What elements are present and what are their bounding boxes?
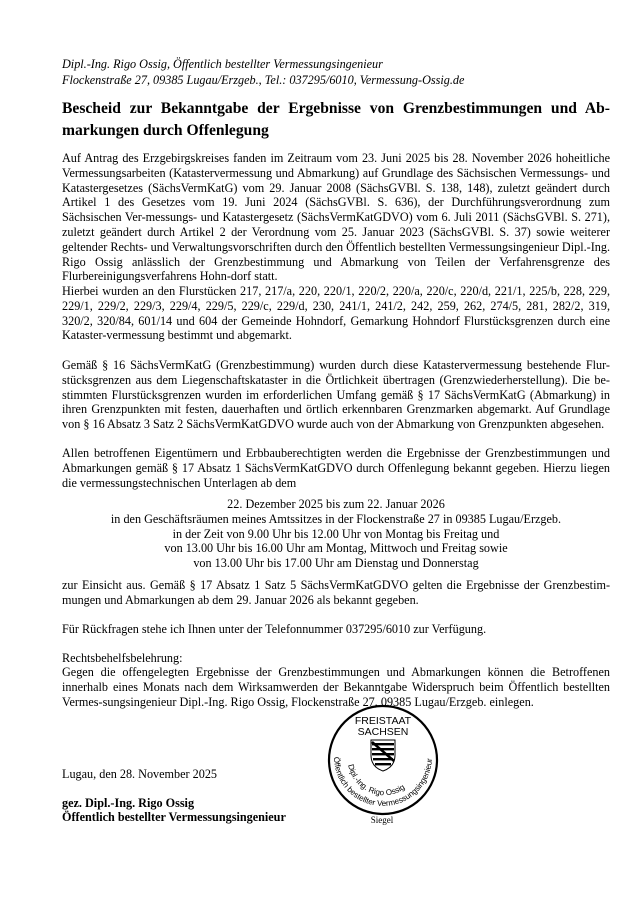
- schedule-line: von 13.00 Uhr bis 16.00 Uhr am Montag, Mittwoch und Freitag sowie: [164, 541, 508, 556]
- letterhead-line-1: Dipl.-Ing. Rigo Ossig, Öffentlich bestellter Vermessungsingenieur: [62, 57, 383, 71]
- official-seal-icon: [326, 703, 440, 817]
- coat-of-arms-icon: [371, 740, 395, 771]
- schedule-line: 22. Dezember 2025 bis zum 22. Januar 2026: [227, 497, 445, 511]
- seal-ring-inner-text: Dipl.-Ing. Rigo Ossig: [346, 763, 407, 798]
- signature-name: gez. Dipl.-Ing. Rigo Ossig: [62, 796, 195, 810]
- paragraph-inspection: zur Einsicht aus. Gemäß § 17 Absatz 1 Satz 5 SächsVermKatGDVO gelten die Ergebnisse der Grenzbestim-mungen und Abmarkungen ab dem 29. Januar 2026 als bekannt gegeben.: [62, 578, 610, 607]
- seal-label: Siegel: [370, 815, 394, 825]
- document-title: Bescheid zur Bekanntgabe der Ergebnisse von Grenzbestimmungen und Ab-markungen durch Offenlegung: [62, 100, 610, 139]
- letterhead-line-2: Flockenstraße 27, 09385 Lugau/Erzgeb., Tel.: 037295/6010, Vermessung-Ossig.de: [62, 73, 465, 87]
- place-date: Lugau, den 28. November 2025: [62, 767, 218, 781]
- signature-role: Öffentlich bestellter Vermessungsingenieur: [62, 810, 286, 824]
- paragraph-parcels: Hierbei wurden an den Flurstücken 217, 217/a, 220, 220/1, 220/2, 220/a, 220/c, 220/d, 221/1, 225/b, 228, 229, 229/1, 229/2, 229/3, 229/4, 229/5, 229/c, 229/d, 230, 241/1, 241/2, 242, 259, 262, 274/5, 281, 282/2, 319, 320/2, 320/84, 601/14 und 604 der Gemeinde Hohndorf, Gemarkung Hohndorf Flurstücksgrenzen durch eine Kataster-vermessung bestimmt und abgemarkt.: [62, 284, 610, 343]
- paragraph-disclosure: Allen betroffenen Eigentümern und Erbbauberechtigten werden die Ergebnisse der Grenzbestimmungen und Abmarkungen gemäß § 17 Absatz 1 SächsVermKatGDVO durch Offenlegung bekannt gegeben. Hierzu liegen die vermessungstechnischen Unterlagen ab dem: [62, 446, 610, 490]
- schedule-line: in der Zeit von 9.00 Uhr bis 12.00 Uhr von Montag bis Freitag und: [172, 526, 500, 541]
- legal-heading: Rechtsbehelfsbelehrung:: [62, 651, 183, 665]
- paragraph-intro: Auf Antrag des Erzgebirgskreises fanden im Zeitraum vom 23. Juni 2025 bis 28. November 2026 hoheitliche Vermessungsarbeiten (Katastervermessung und Abmarkung) auf Grundlage des Sächsischen Vermessungs- und Katastergesetzes (SächsVermKatG) vom 29. Januar 2008 (SächsGVBl. S. 138, 148), zuletzt geändert durch Artikel 1 des Gesetzes vom 19. Juni 2024 (SächsGVBl. S. 636), der Durchführungsverordnung zum Sächsischen Ver-messungs- und Katastergesetz (SächsVermKatGDVO) vom 6. Juli 2011 (SächsGVBl. S. 271), zuletzt geändert durch Artikel 2 der Verordnung vom 25. Januar 2023 (SächsGVBl. S. 37) sowie weiterer geltender Rechts- und Verwaltungsvorschriften durch den Öffentlich bestellten Vermessungsingenieur Dipl.-Ing. Rigo Ossig anlässlich der Grenzbestimmung und Abmarkung von Teilen der Verfahrensgrenze des Flurbereinigungsverfahrens Hohn-dorf statt.: [62, 151, 610, 284]
- legal-text: Gegen die offengelegten Ergebnisse der Grenzbestimmungen und Abmarkungen können die Betroffenen innerhalb eines Monats nach dem Wirksamwerden der Bekanntgabe Widerspruch beim Öffentlich bestellten Vermes-sungsingenieur Dipl.-Ing. Rigo Ossig, Flockenstraße 27, 09385 Lugau/Erzgeb. einlegen.: [62, 665, 610, 709]
- seal-text-sachsen: SACHSEN: [357, 726, 409, 738]
- seal-ring-outer-text: Öffentlich bestellter Vermessungsingenieur: [331, 756, 434, 809]
- seal-text-freistaat: FREISTAAT: [354, 715, 412, 727]
- schedule-line: in den Geschäftsräumen meines Amtssitzes in der Flockenstraße 27 in 09385 Lugau/Erzgeb.: [110, 511, 562, 526]
- paragraph-boundary: Gemäß § 16 SächsVermKatG (Grenzbestimmung) wurden durch diese Katastervermessung bestehende Flur-stücksgrenzen aus dem Liegenschaftskataster in die Örtlichkeit übertragen (Grenzwiederherstellung). Die be-stimmten Flurstücksgrenzen wurden im erforderlichen Umfang gemäß § 17 SächsVermKatG (Abmarkung) in ihren Grenzpunkten mit festen, dauerhaften und örtlich erkennbaren Grenzmarken abgemarkt. Auf Grundlage von § 16 Absatz 3 Satz 2 SächsVermKatGDVO wurde auch von der Abmarkung von Grenzpunkten abgesehen.: [62, 358, 610, 432]
- paragraph-contact: Für Rückfragen stehe ich Ihnen unter der Telefonnummer 037295/6010 zur Verfügung.: [62, 622, 487, 636]
- schedule-block: [62, 497, 610, 571]
- schedule-line: von 13.00 Uhr bis 17.00 Uhr am Dienstag und Donnerstag: [193, 556, 479, 571]
